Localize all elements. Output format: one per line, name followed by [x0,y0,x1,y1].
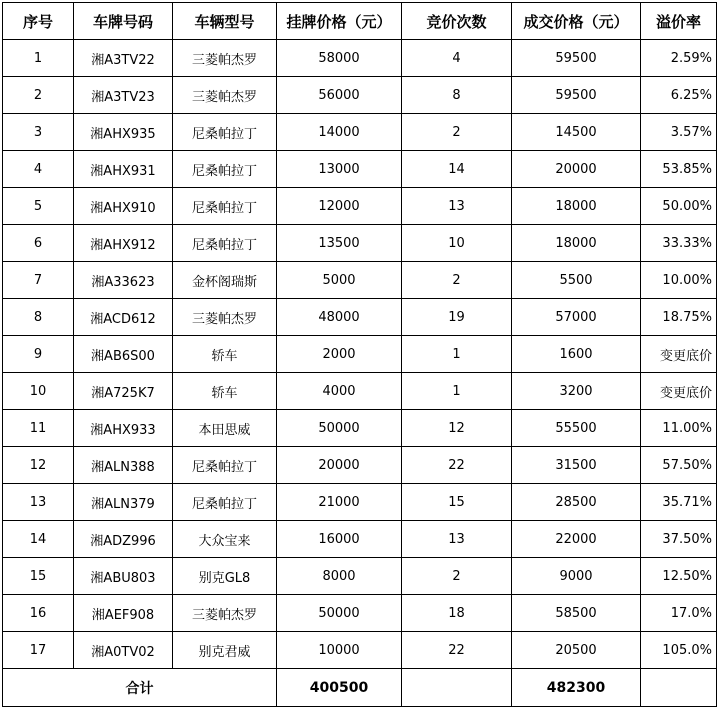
header-deal-price: 成交价格（元） [512,3,641,40]
cell-index: 8 [3,299,74,336]
header-plate-number: 车牌号码 [74,3,173,40]
cell-premium-rate: 53.85% [641,151,717,188]
cell-bid-count: 2 [402,262,512,299]
cell-plate-number: 湘A3TV22 [74,40,173,77]
cell-bid-count: 1 [402,336,512,373]
cell-plate-number: 湘AHX935 [74,114,173,151]
cell-index: 16 [3,595,74,632]
table-row [3,114,717,151]
total-listing-price: 400500 [277,669,402,707]
cell-index: 10 [3,373,74,410]
cell-plate-number: 湘AHX910 [74,188,173,225]
cell-bid-count: 22 [402,632,512,669]
cell-plate-number: 湘ABU803 [74,558,173,595]
cell-index: 12 [3,447,74,484]
table-row [3,77,717,114]
cell-deal-price: 18000 [512,188,641,225]
cell-deal-price: 18000 [512,225,641,262]
cell-vehicle-model: 尼桑帕拉丁 [173,484,277,521]
cell-deal-price: 55500 [512,410,641,447]
cell-listing-price: 2000 [277,336,402,373]
cell-listing-price: 8000 [277,558,402,595]
cell-listing-price: 16000 [277,521,402,558]
cell-listing-price: 21000 [277,484,402,521]
cell-vehicle-model: 三菱帕杰罗 [173,595,277,632]
cell-listing-price: 20000 [277,447,402,484]
table-row [3,188,717,225]
header-listing-price: 挂牌价格（元） [277,3,402,40]
cell-deal-price: 20500 [512,632,641,669]
cell-vehicle-model: 尼桑帕拉丁 [173,151,277,188]
cell-listing-price: 4000 [277,373,402,410]
cell-bid-count: 12 [402,410,512,447]
cell-bid-count: 13 [402,521,512,558]
cell-bid-count: 4 [402,40,512,77]
cell-bid-count: 8 [402,77,512,114]
cell-premium-rate: 12.50% [641,558,717,595]
cell-plate-number: 湘ALN379 [74,484,173,521]
cell-listing-price: 5000 [277,262,402,299]
header-index: 序号 [3,3,74,40]
table-body [3,40,717,669]
cell-plate-number: 湘ADZ996 [74,521,173,558]
header-row [3,3,717,40]
cell-plate-number: 湘AHX912 [74,225,173,262]
cell-index: 2 [3,77,74,114]
cell-index: 7 [3,262,74,299]
cell-bid-count: 15 [402,484,512,521]
cell-index: 1 [3,40,74,77]
cell-index: 3 [3,114,74,151]
table-row [3,521,717,558]
cell-listing-price: 48000 [277,299,402,336]
cell-index: 14 [3,521,74,558]
cell-plate-number: 湘AHX933 [74,410,173,447]
cell-bid-count: 13 [402,188,512,225]
cell-plate-number: 湘AEF908 [74,595,173,632]
cell-vehicle-model: 三菱帕杰罗 [173,77,277,114]
cell-plate-number: 湘A0TV02 [74,632,173,669]
cell-bid-count: 22 [402,447,512,484]
cell-listing-price: 12000 [277,188,402,225]
cell-vehicle-model: 别克君威 [173,632,277,669]
cell-plate-number: 湘A725K7 [74,373,173,410]
total-label: 合计 [3,669,277,707]
cell-bid-count: 19 [402,299,512,336]
cell-vehicle-model: 尼桑帕拉丁 [173,114,277,151]
cell-index: 4 [3,151,74,188]
table-row [3,410,717,447]
cell-vehicle-model: 金杯阁瑞斯 [173,262,277,299]
cell-premium-rate: 105.0% [641,632,717,669]
cell-bid-count: 10 [402,225,512,262]
cell-vehicle-model: 轿车 [173,373,277,410]
cell-deal-price: 9000 [512,558,641,595]
total-premium-rate [641,669,717,707]
table-row [3,151,717,188]
table-row [3,373,717,410]
cell-index: 15 [3,558,74,595]
header-bid-count: 竞价次数 [402,3,512,40]
cell-bid-count: 1 [402,373,512,410]
cell-premium-rate: 6.25% [641,77,717,114]
cell-premium-rate: 3.57% [641,114,717,151]
cell-deal-price: 59500 [512,40,641,77]
cell-premium-rate: 57.50% [641,447,717,484]
cell-plate-number: 湘AB6S00 [74,336,173,373]
cell-listing-price: 10000 [277,632,402,669]
cell-premium-rate: 17.0% [641,595,717,632]
cell-index: 9 [3,336,74,373]
cell-index: 13 [3,484,74,521]
cell-listing-price: 50000 [277,410,402,447]
cell-plate-number: 湘ACD612 [74,299,173,336]
cell-premium-rate: 33.33% [641,225,717,262]
cell-index: 5 [3,188,74,225]
cell-deal-price: 58500 [512,595,641,632]
table-row [3,595,717,632]
table-row [3,336,717,373]
cell-premium-rate: 37.50% [641,521,717,558]
cell-listing-price: 50000 [277,595,402,632]
table-row [3,299,717,336]
total-row [3,669,717,707]
table-row [3,632,717,669]
cell-index: 11 [3,410,74,447]
cell-listing-price: 58000 [277,40,402,77]
cell-premium-rate: 35.71% [641,484,717,521]
cell-deal-price: 28500 [512,484,641,521]
cell-deal-price: 57000 [512,299,641,336]
table-row [3,225,717,262]
cell-index: 6 [3,225,74,262]
cell-premium-rate: 变更底价 [641,336,717,373]
cell-premium-rate: 10.00% [641,262,717,299]
header-vehicle-model: 车辆型号 [173,3,277,40]
table-row [3,484,717,521]
total-bid-count [402,669,512,707]
cell-listing-price: 14000 [277,114,402,151]
cell-bid-count: 2 [402,114,512,151]
cell-listing-price: 13000 [277,151,402,188]
cell-vehicle-model: 三菱帕杰罗 [173,40,277,77]
cell-listing-price: 56000 [277,77,402,114]
header-premium-rate: 溢价率 [641,3,717,40]
cell-vehicle-model: 轿车 [173,336,277,373]
cell-deal-price: 3200 [512,373,641,410]
cell-plate-number: 湘AHX931 [74,151,173,188]
cell-deal-price: 20000 [512,151,641,188]
cell-bid-count: 18 [402,595,512,632]
cell-premium-rate: 50.00% [641,188,717,225]
cell-premium-rate: 18.75% [641,299,717,336]
total-deal-price: 482300 [512,669,641,707]
cell-deal-price: 1600 [512,336,641,373]
cell-vehicle-model: 三菱帕杰罗 [173,299,277,336]
cell-vehicle-model: 大众宝来 [173,521,277,558]
cell-vehicle-model: 尼桑帕拉丁 [173,225,277,262]
cell-listing-price: 13500 [277,225,402,262]
cell-plate-number: 湘A3TV23 [74,77,173,114]
cell-deal-price: 22000 [512,521,641,558]
cell-deal-price: 31500 [512,447,641,484]
auction-results-table [2,2,717,707]
cell-plate-number: 湘ALN388 [74,447,173,484]
cell-premium-rate: 11.00% [641,410,717,447]
cell-vehicle-model: 尼桑帕拉丁 [173,188,277,225]
cell-bid-count: 2 [402,558,512,595]
cell-bid-count: 14 [402,151,512,188]
cell-index: 17 [3,632,74,669]
table-row [3,40,717,77]
cell-premium-rate: 变更底价 [641,373,717,410]
cell-plate-number: 湘A33623 [74,262,173,299]
table-row [3,447,717,484]
cell-deal-price: 5500 [512,262,641,299]
cell-deal-price: 14500 [512,114,641,151]
cell-deal-price: 59500 [512,77,641,114]
cell-premium-rate: 2.59% [641,40,717,77]
cell-vehicle-model: 尼桑帕拉丁 [173,447,277,484]
table-row [3,558,717,595]
cell-vehicle-model: 本田思威 [173,410,277,447]
cell-vehicle-model: 别克GL8 [173,558,277,595]
table-row [3,262,717,299]
